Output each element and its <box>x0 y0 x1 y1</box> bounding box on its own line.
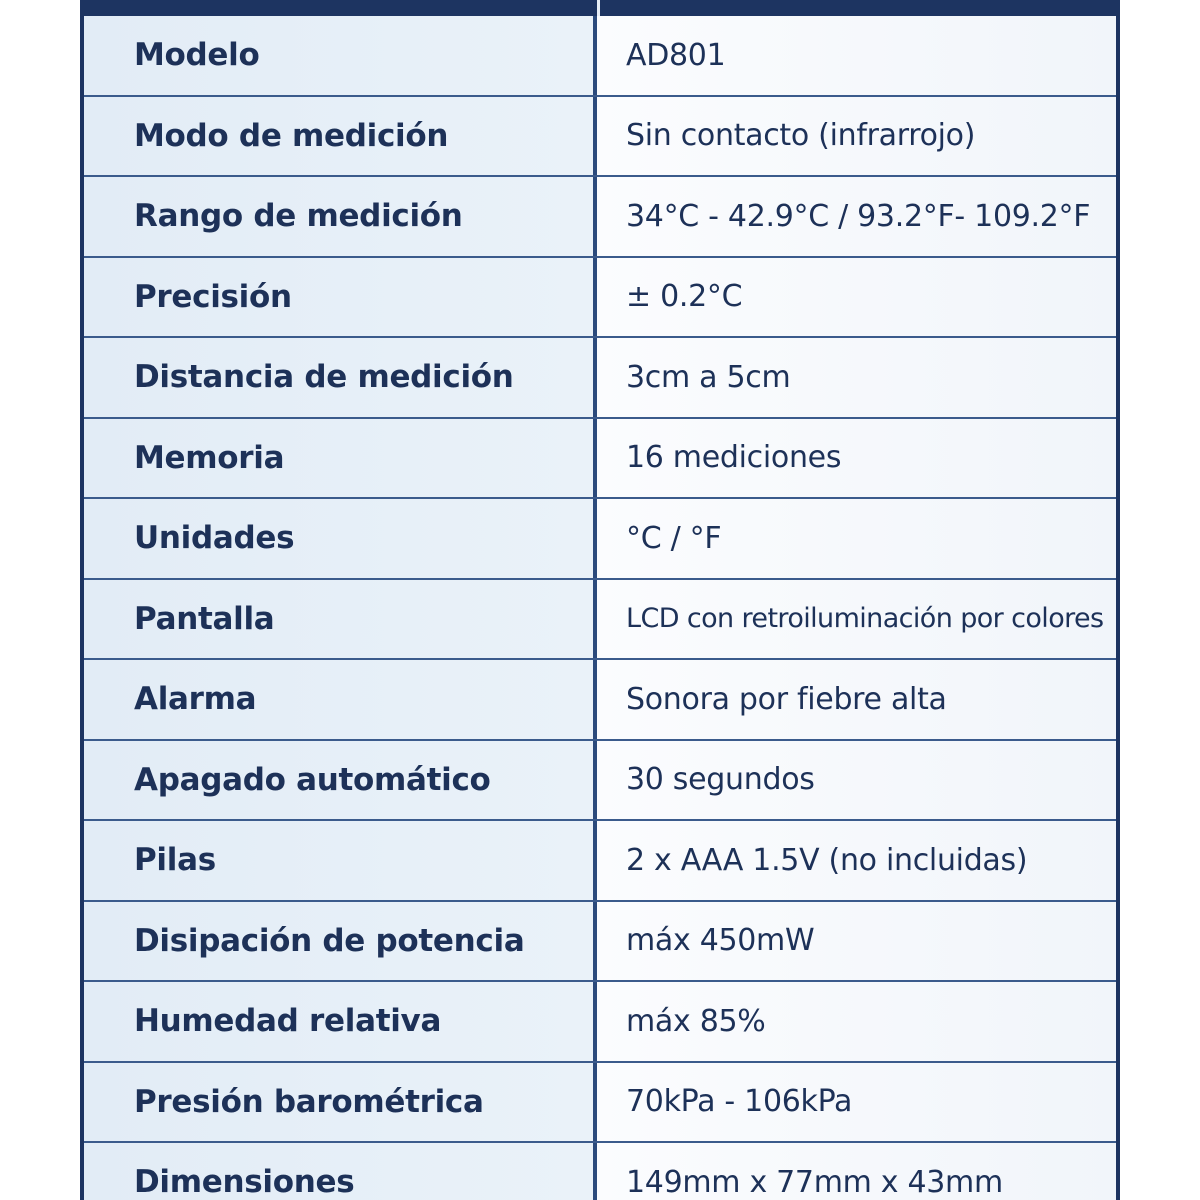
spec-value: Sonora por fiebre alta <box>597 660 1116 739</box>
spec-value: máx 450mW <box>597 902 1116 981</box>
spec-value: Sin contacto (infrarrojo) <box>597 97 1116 176</box>
spec-row-dimensiones <box>84 1143 1116 1200</box>
spec-row-alarma <box>84 660 1116 741</box>
spec-row-pilas <box>84 821 1116 902</box>
spec-value: 149mm x 77mm x 43mm <box>597 1143 1116 1200</box>
spec-label: Precisión <box>84 258 597 337</box>
spec-row-distancia <box>84 338 1116 419</box>
spec-label: Presión barométrica <box>84 1063 597 1142</box>
spec-value: ± 0.2°C <box>597 258 1116 337</box>
spec-row-pantalla <box>84 580 1116 661</box>
spec-value: 34°C - 42.9°C / 93.2°F- 109.2°F <box>597 177 1116 256</box>
spec-label: Pilas <box>84 821 597 900</box>
spec-value: °C / °F <box>597 499 1116 578</box>
spec-row-rango-medicion <box>84 177 1116 258</box>
spec-label: Rango de medición <box>84 177 597 256</box>
spec-label: Alarma <box>84 660 597 739</box>
spec-label: Humedad relativa <box>84 982 597 1061</box>
spec-row-humedad <box>84 982 1116 1063</box>
spec-label: Memoria <box>84 419 597 498</box>
spec-value: 30 segundos <box>597 741 1116 820</box>
spec-row-modelo <box>84 16 1116 97</box>
spec-label: Unidades <box>84 499 597 578</box>
spec-label: Apagado automático <box>84 741 597 820</box>
spec-row-modo-medicion <box>84 97 1116 178</box>
spec-value: 3cm a 5cm <box>597 338 1116 417</box>
spec-value: LCD con retroiluminación por colores <box>597 580 1116 659</box>
spec-label: Dimensiones <box>84 1143 597 1200</box>
spec-value: AD801 <box>597 16 1116 95</box>
spec-row-presion <box>84 1063 1116 1144</box>
spec-label: Modo de medición <box>84 97 597 176</box>
spec-row-apagado <box>84 741 1116 822</box>
spec-table <box>84 16 1116 1200</box>
spec-label: Disipación de potencia <box>84 902 597 981</box>
spec-row-memoria <box>84 419 1116 500</box>
spec-label: Modelo <box>84 16 597 95</box>
spec-value: 2 x AAA 1.5V (no incluidas) <box>597 821 1116 900</box>
spec-value: 70kPa - 106kPa <box>597 1063 1116 1142</box>
spec-label: Pantalla <box>84 580 597 659</box>
header-column-divider <box>597 0 600 16</box>
spec-row-unidades <box>84 499 1116 580</box>
spec-value: máx 85% <box>597 982 1116 1061</box>
spec-row-precision <box>84 258 1116 339</box>
table-header-bar <box>80 0 1120 16</box>
spec-value: 16 mediciones <box>597 419 1116 498</box>
spec-row-disipacion <box>84 902 1116 983</box>
spec-label: Distancia de medición <box>84 338 597 417</box>
